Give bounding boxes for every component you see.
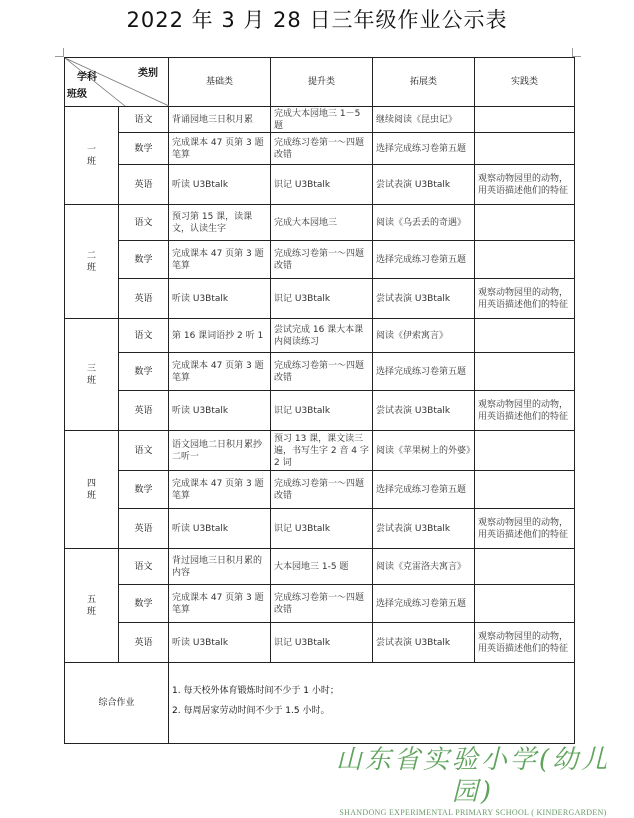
subject-cell: 数学: [119, 585, 169, 623]
subject-cell: 英语: [119, 509, 169, 549]
extended-task-cell: 选择完成练习卷第五题: [373, 585, 475, 623]
practice-task-cell: [475, 107, 575, 133]
class-name-cell: [65, 319, 119, 431]
extended-task-cell: 继续阅读《昆虫记》: [373, 107, 475, 133]
subject-cell: 语文: [119, 319, 169, 353]
crop-mark-left: [55, 48, 64, 57]
class-name-char: 一: [86, 144, 96, 155]
class-name-char: 四: [86, 478, 96, 489]
table-row: [65, 509, 575, 549]
basic-task-cell: 听读 U3Btalk: [169, 279, 271, 319]
class-name-char: 班: [86, 490, 96, 501]
class-name-char: 班: [86, 156, 96, 167]
column-header-extended: 拓展类: [373, 58, 475, 107]
subject-cell: 数学: [119, 133, 169, 165]
basic-task-cell: 背诵园地三日积月累: [169, 107, 271, 133]
extended-task-cell: 尝试表演 U3Btalk: [373, 509, 475, 549]
subject-cell: 数学: [119, 471, 169, 509]
table-row: [65, 205, 575, 241]
table-body: [65, 107, 575, 663]
practice-task-cell: [475, 471, 575, 509]
class-name-char: 班: [86, 262, 96, 273]
extended-task-cell: 阅读《克雷洛夫寓言》: [373, 549, 475, 585]
table-row: [65, 279, 575, 319]
subject-cell: 数学: [119, 353, 169, 391]
practice-task-cell: [475, 549, 575, 585]
class-name-cell: [65, 205, 119, 319]
column-header-basic: 基础类: [169, 58, 271, 107]
table-row: [65, 431, 575, 471]
extended-task-cell: 选择完成练习卷第五题: [373, 353, 475, 391]
advanced-task-cell: 识记 U3Btalk: [271, 165, 373, 205]
subject-cell: 英语: [119, 623, 169, 663]
basic-task-cell: 背过园地三日积月累的内容: [169, 549, 271, 585]
extended-task-cell: 尝试表演 U3Btalk: [373, 623, 475, 663]
practice-task-cell: 观察动物园里的动物，用英语描述他们的特征: [475, 391, 575, 431]
extended-task-cell: 尝试表演 U3Btalk: [373, 391, 475, 431]
table-row: [65, 549, 575, 585]
practice-task-cell: 观察动物园里的动物，用英语描述他们的特征: [475, 509, 575, 549]
advanced-task-cell: 识记 U3Btalk: [271, 391, 373, 431]
comprehensive-homework-label: 综合作业: [65, 663, 169, 744]
column-header-practice: 实践类: [475, 58, 575, 107]
extended-task-cell: 阅读《苹果树上的外婆》: [373, 431, 475, 471]
practice-task-cell: 观察动物园里的动物，用英语描述他们的特征: [475, 623, 575, 663]
table-row: [65, 319, 575, 353]
school-logo: [318, 744, 628, 818]
subject-cell: 语文: [119, 205, 169, 241]
practice-task-cell: [475, 133, 575, 165]
class-name-char: 二: [86, 250, 96, 261]
table-row: [65, 471, 575, 509]
class-name-cell: [65, 549, 119, 663]
practice-task-cell: [475, 431, 575, 471]
class-name-char: 班: [86, 606, 96, 617]
class-name-char: 班: [86, 375, 96, 386]
school-logo-english: SHANDONG EXPERIMENTAL PRIMARY SCHOOL ( KINDERGARDEN): [339, 808, 607, 817]
advanced-task-cell: 大本园地三 1-5 题: [271, 549, 373, 585]
basic-task-cell: 听读 U3Btalk: [169, 623, 271, 663]
basic-task-cell: 完成课本 47 页第 3 题笔算: [169, 585, 271, 623]
basic-task-cell: 预习第 15 课，读课文，认读生字: [169, 205, 271, 241]
column-header-advanced: 提升类: [271, 58, 373, 107]
advanced-task-cell: 完成练习卷第一～四题改错: [271, 585, 373, 623]
basic-task-cell: 第 16 课词语抄 2 听 1: [169, 319, 271, 353]
footer-line-1: 1. 每天校外体育锻炼时间不少于 1 小时；: [172, 686, 339, 696]
table-row: [65, 133, 575, 165]
extended-task-cell: 阅读《伊索寓言》: [373, 319, 475, 353]
practice-task-cell: [475, 241, 575, 279]
basic-task-cell: 完成课本 47 页第 3 题笔算: [169, 133, 271, 165]
table-row: [65, 585, 575, 623]
table-row: [65, 107, 575, 133]
class-name-cell: [65, 107, 119, 205]
class-name-char: 三: [86, 363, 96, 374]
advanced-task-cell: 完成练习卷第一～四题改错: [271, 471, 373, 509]
header-row: [65, 58, 575, 107]
advanced-task-cell: 完成练习卷第一～四题改错: [271, 353, 373, 391]
subject-cell: 语文: [119, 549, 169, 585]
subject-cell: 语文: [119, 107, 169, 133]
extended-task-cell: 尝试表演 U3Btalk: [373, 279, 475, 319]
advanced-task-cell: 完成练习卷第一～四题改错: [271, 133, 373, 165]
extended-task-cell: 尝试表演 U3Btalk: [373, 165, 475, 205]
class-name-cell: [65, 431, 119, 549]
basic-task-cell: 语文园地二日积月累抄二听一: [169, 431, 271, 471]
table-row: [65, 165, 575, 205]
basic-task-cell: 听读 U3Btalk: [169, 165, 271, 205]
extended-task-cell: 阅读《乌丢丢的奇遇》: [373, 205, 475, 241]
table-row: [65, 353, 575, 391]
basic-task-cell: 完成课本 47 页第 3 题笔算: [169, 241, 271, 279]
comprehensive-homework-content: [169, 663, 575, 744]
basic-task-cell: 听读 U3Btalk: [169, 391, 271, 431]
advanced-task-cell: 尝试完成 16 课大本课内阅读练习: [271, 319, 373, 353]
basic-task-cell: 完成课本 47 页第 3 题笔算: [169, 353, 271, 391]
advanced-task-cell: 识记 U3Btalk: [271, 623, 373, 663]
basic-task-cell: 听读 U3Btalk: [169, 509, 271, 549]
practice-task-cell: 观察动物园里的动物，用英语描述他们的特征: [475, 279, 575, 319]
practice-task-cell: [475, 585, 575, 623]
extended-task-cell: 选择完成练习卷第五题: [373, 241, 475, 279]
practice-task-cell: 观察动物园里的动物，用英语描述他们的特征: [475, 165, 575, 205]
advanced-task-cell: 识记 U3Btalk: [271, 279, 373, 319]
subject-cell: 英语: [119, 391, 169, 431]
table-row: [65, 241, 575, 279]
crop-mark-right: [572, 48, 581, 57]
extended-task-cell: 选择完成练习卷第五题: [373, 471, 475, 509]
subject-cell: 英语: [119, 165, 169, 205]
advanced-task-cell: 完成大本园地三: [271, 205, 373, 241]
advanced-task-cell: 完成练习卷第一～四题改错: [271, 241, 373, 279]
basic-task-cell: 完成课本 47 页第 3 题笔算: [169, 471, 271, 509]
subject-cell: 英语: [119, 279, 169, 319]
school-logo-chinese: 山东省实验小学(幼儿园): [335, 745, 611, 807]
advanced-task-cell: 完成大本园地三 1－5 题: [271, 107, 373, 133]
advanced-task-cell: 识记 U3Btalk: [271, 509, 373, 549]
footer-line-2: 2. 每周居家劳动时间不少于 1.5 小时。: [172, 706, 330, 716]
practice-task-cell: [475, 353, 575, 391]
subject-cell: 语文: [119, 431, 169, 471]
corner-header-cell: [65, 58, 169, 107]
practice-task-cell: [475, 205, 575, 241]
subject-cell: 数学: [119, 241, 169, 279]
corner-label-subject: 学科: [77, 72, 97, 83]
page-title: 2022 年 3 月 28 日三年级作业公示表: [126, 8, 508, 32]
extended-task-cell: 选择完成练习卷第五题: [373, 133, 475, 165]
corner-label-class: 班级: [67, 89, 87, 100]
practice-task-cell: [475, 319, 575, 353]
homework-table: [64, 57, 575, 744]
advanced-task-cell: 预习 13 课，课文读三遍，书写生字 2 音 4 字 2 词: [271, 431, 373, 471]
corner-label-category: 类别: [138, 68, 158, 79]
table-row: [65, 623, 575, 663]
footer-row: [65, 663, 575, 744]
class-name-char: 五: [86, 594, 96, 605]
table-row: [65, 391, 575, 431]
